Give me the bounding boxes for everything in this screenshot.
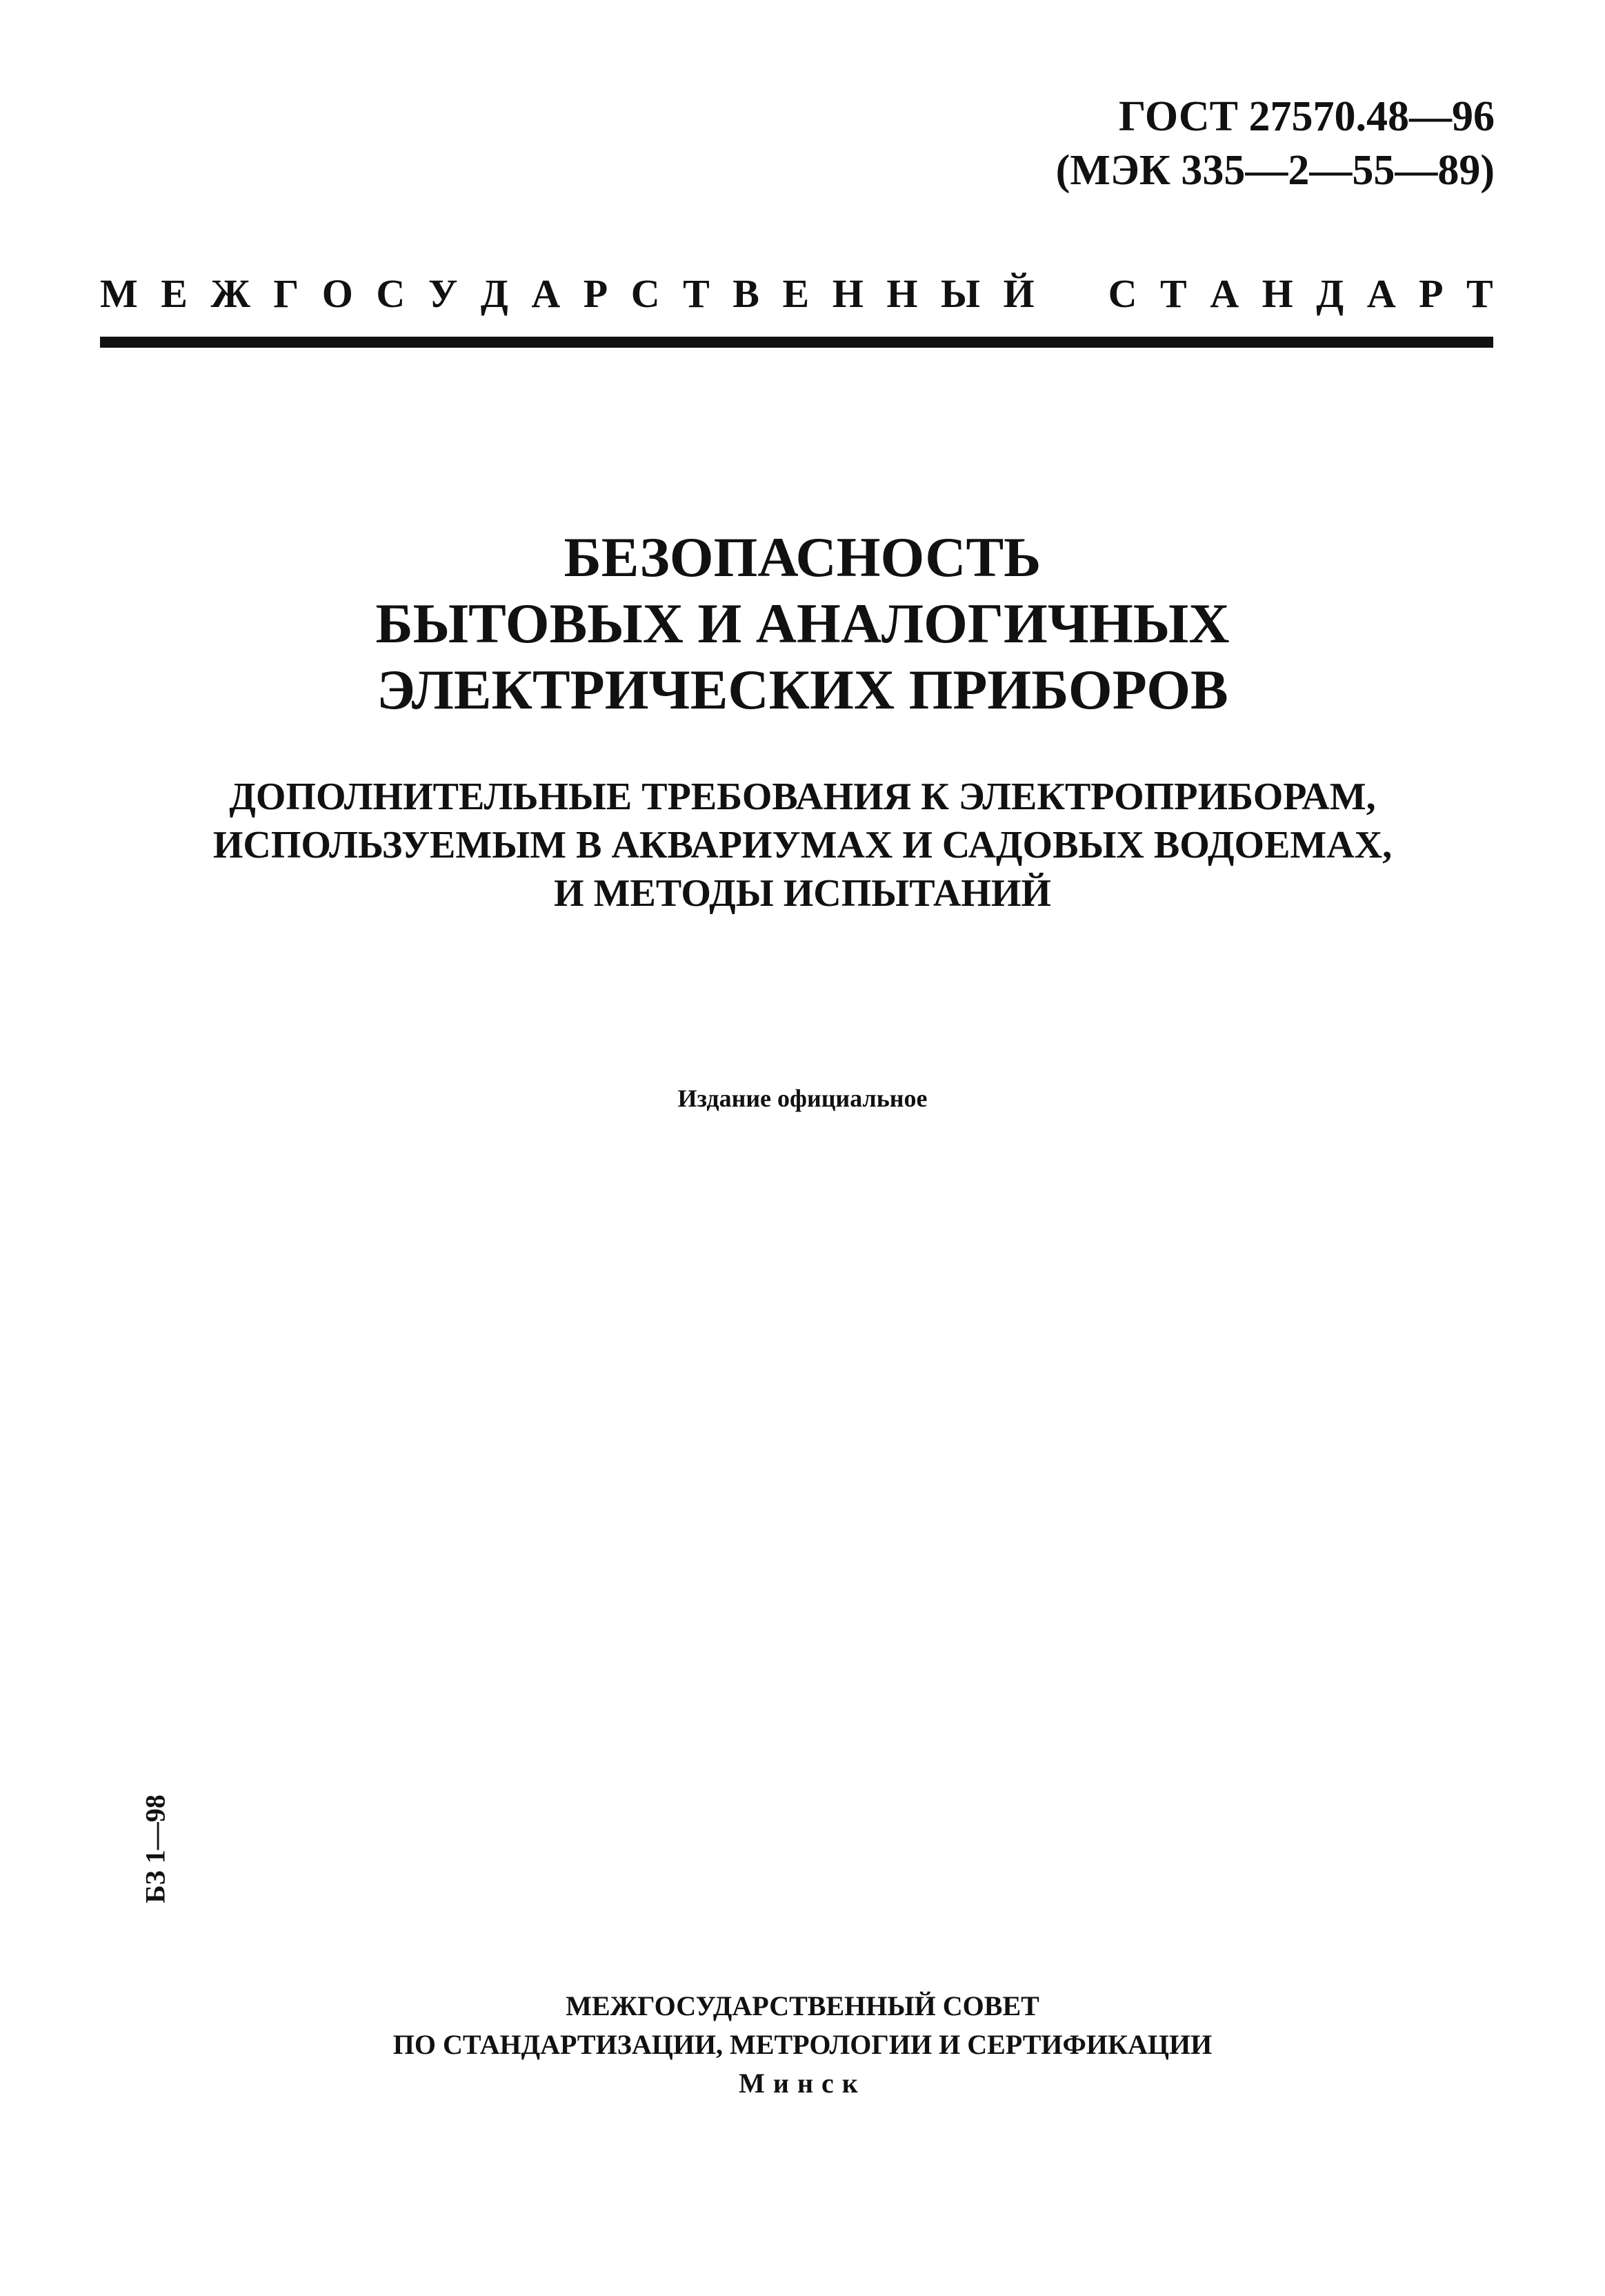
subtitle-line: ДОПОЛНИТЕЛЬНЫЕ ТРЕБОВАНИЯ К ЭЛЕКТРОПРИБОРАМ, — [229, 775, 1376, 818]
publisher-line: ПО СТАНДАРТИЗАЦИИ, МЕТРОЛОГИИ И СЕРТИФИКАЦИИ — [392, 2029, 1213, 2060]
band-letter: Т — [1466, 270, 1493, 316]
band-letter: С — [1108, 270, 1137, 316]
document-title — [0, 524, 1605, 723]
band-letter: Г — [273, 270, 299, 316]
standard-designation — [874, 90, 1495, 197]
document-subtitle — [0, 773, 1605, 918]
band-letter: Н — [886, 270, 918, 316]
subtitle-line: И МЕТОДЫ ИСПЫТАНИЙ — [554, 872, 1051, 915]
publisher-city: Минск — [739, 2068, 866, 2099]
band-letter: Р — [583, 270, 608, 316]
side-index-code — [141, 1780, 169, 1918]
title-line: БЫТОВЫХ И АНАЛОГИЧНЫХ — [375, 592, 1230, 655]
band-letter: Н — [1262, 270, 1293, 316]
band-letter: У — [428, 270, 458, 316]
band-letter: Й — [1003, 270, 1035, 316]
band-letter: О — [321, 270, 353, 316]
band-letter: Н — [832, 270, 864, 316]
band-letter: С — [376, 270, 406, 316]
band-letter: Ж — [210, 270, 250, 316]
side-code-text: БЗ 1—98 — [139, 1794, 171, 1903]
publisher-block — [0, 1987, 1605, 2103]
publisher-line: МЕЖГОСУДАРСТВЕННЫЙ СОВЕТ — [566, 1990, 1039, 2021]
band-letter: М — [100, 270, 138, 316]
band-letter: А — [531, 270, 561, 316]
band-letter: А — [1210, 270, 1239, 316]
title-line: БЕЗОПАСНОСТЬ — [564, 526, 1041, 588]
band-letter: С — [630, 270, 660, 316]
band-letter: В — [732, 270, 759, 316]
edition-note: Издание официальное — [677, 1085, 928, 1112]
band-letter: Ы — [940, 270, 980, 316]
band-letter: А — [1366, 270, 1396, 316]
band-letter: Д — [480, 270, 508, 316]
interstate-standard-band — [100, 262, 1493, 324]
band-letter: Т — [1160, 270, 1187, 316]
band-letter: Р — [1419, 270, 1444, 316]
title-line: ЭЛЕКТРИЧЕСКИХ ПРИБОРОВ — [377, 658, 1228, 721]
band-letter: Д — [1316, 270, 1344, 316]
heading-rule — [100, 337, 1493, 348]
band-letter: Т — [683, 270, 710, 316]
subtitle-line: ИСПОЛЬЗУЕМЫМ В АКВАРИУМАХ И САДОВЫХ ВОДОЕМАХ, — [212, 824, 1393, 867]
band-letter: Е — [161, 270, 188, 316]
band-letter: Е — [782, 270, 810, 316]
gost-number: ГОСТ 27570.48—96 — [1118, 93, 1495, 140]
iec-number: (МЭК 335—2—55—89) — [1055, 147, 1495, 194]
